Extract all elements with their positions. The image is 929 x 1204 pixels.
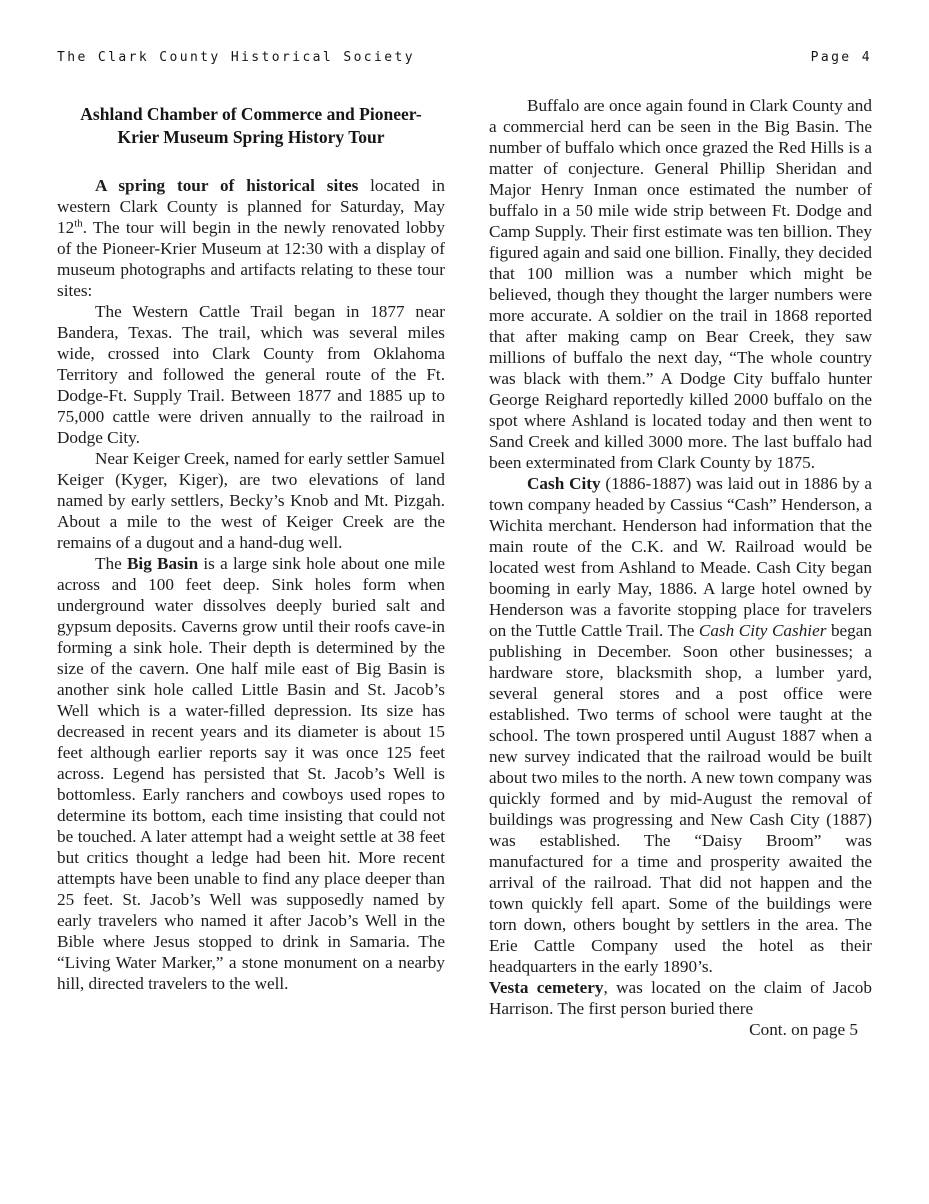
text-run: Near Keiger Creek, named for early settler Samuel Keiger (Kyger, Kiger), are two elevations of land named by early settlers, Becky’s Knob and Mt. Pizgah. About a mile to the west of Keiger Creek are the remains of a dugout and a hand-dug well. [57, 449, 445, 552]
text-run: th [74, 217, 83, 230]
text-run: Buffalo are once again found in Clark County and a commercial herd can be seen in the Big Basin. The number of buffalo which once grazed the Red Hills is a matter of conjecture. General Phillip Sheridan and Major Henry Inman once estimated the number of buffalo in a 50 mile wide strip between Ft. Dodge and Camp Supply. Their first estimate was ten billion. They figured again and said one billion. Finally, they decided that 100 million was a number which might be believed, though they thought the larger numbers were more accurate. A soldier on the trail in 1868 reported that after making camp on Bear Creek, they saw millions of buffalo the next day, “The whole country was black with them.” A Dodge City buffalo hunter George Reighard reportedly killed 2000 buffalo on the spot where Ashland is located today and then went to Sand Creek and killed 3000 more. The last buffalo had been exterminated from Clark County by 1875. [489, 96, 872, 472]
text-run: Cash City Cashier [698, 621, 827, 640]
left-column [57, 95, 445, 1040]
text-run: Big Basin [126, 554, 199, 573]
paragraph [57, 301, 445, 448]
right-column-paragraphs [489, 95, 872, 1019]
continuation-note: Cont. on page 5 [749, 1020, 858, 1039]
text-run: The Western Cattle Trail began in 1877 near Bandera, Texas. The trail, which was several miles wide, crossed into Clark County from Oklahoma Territory and followed the general route of the Ft. Dodge-Ft. Supply Trail. Between 1877 and 1885 up to 75,000 cattle were driven annually to the railroad in Dodge City. [57, 302, 445, 447]
text-run: is a large sink hole about one mile across and 100 feet deep. Sink holes form when underground water dissolves deeply buried salt and gypsum deposits. Caverns grow until their roofs cave-in forming a sink hole. Their depth is determined by the size of the cavern. One half mile east of Big Basin is another sink hole called Little Basin and St. Jacob’s Well which is a water-filled depression. Its size has decreased in recent years and its diameter is about 15 feet although earlier reports say it was once 125 feet across. Legend has persisted that St. Jacob’s Well is bottomless. Early ranchers and cowboys used ropes to determine its bottom, each time insisting that could not be touched. A later attempt had a weight settle at 38 feet but critics thought a ledge had been hit. More recent attempts have been unable to find any place deeper than 25 feet. St. Jacob’s Well was supposedly named by early travelers who named it after Jacob’s Well in the Bible where Jesus stopped to drink in Samaria. The “Living Water Marker,” a stone monument on a nearby hill, directed travelers to the well. [57, 554, 445, 993]
text-run: A spring tour of historical sites [95, 176, 359, 195]
text-run: Cash City [527, 474, 601, 493]
text-run: (1886-1887) was laid out in 1886 by a town company headed by Cassius “Cash” Henderson, a Wichita merchant. Henderson had information that the main route of the C.K. and W. Railroad would be located west from Ashland to Meade. Cash City began booming in early May, 1886. A large hotel owned by Henderson was a favorite stopping place for travelers on the Tuttle Cattle Trail. The [489, 474, 872, 640]
text-run: . The tour will begin in the newly renovated lobby of the Pioneer-Krier Museum at 12:30 with a display of museum photographs and artifacts relating to these tour sites: [57, 218, 445, 300]
left-column-paragraphs [57, 175, 445, 994]
text-run: , was located on the claim of Jacob Harrison. The first person buried there [489, 978, 872, 1018]
text-run: The [95, 554, 127, 573]
text-run: Vesta cemetery [489, 978, 604, 997]
article-title-line-2: Krier Museum Spring History Tour [117, 127, 385, 147]
paragraph [57, 448, 445, 553]
paragraph [57, 553, 445, 994]
newsletter-name: The Clark County Historical Society [57, 50, 415, 65]
page-header [57, 50, 872, 65]
article-columns [57, 95, 872, 1040]
page-number: Page 4 [810, 50, 872, 65]
right-column [489, 95, 872, 1040]
paragraph [57, 175, 445, 301]
paragraph [489, 473, 872, 977]
paragraph [489, 977, 872, 1019]
text-run: located in western Clark County is planned for Saturday, May 12 [57, 176, 445, 237]
article-title [57, 103, 445, 149]
paragraph [489, 95, 872, 473]
article-title-line-1: Ashland Chamber of Commerce and Pioneer- [80, 104, 422, 124]
text-run: began publishing in December. Soon other businesses; a hardware store, blacksmith shop, a lumber yard, several general stores and a post office were established. Two terms of school were taught at the school. The town prospered until August 1887 when a new survey indicated that the railroad would be built about two miles to the north. A new town company was quickly formed and by mid-August the removal of buildings was progressing and New Cash City (1887) was established. The “Daisy Broom” was manufactured for a time and prosperity awaited the arrival of the railroad. That did not happen and the town quickly fell apart. Some of the buildings were torn down, others bought by settlers in the area. The Erie Cattle Company used the hotel as their headquarters in the early 1890’s. [489, 621, 872, 976]
